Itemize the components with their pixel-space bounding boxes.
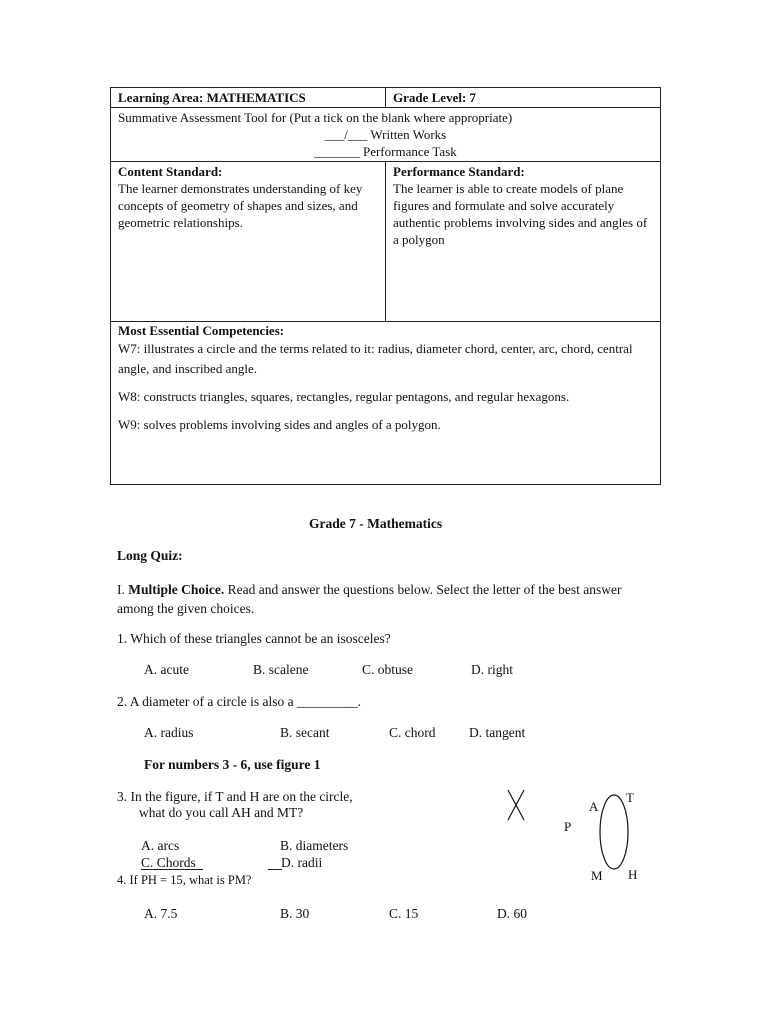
learning-area-label: Learning Area: (118, 90, 204, 105)
q4-option-b: B. 30 (280, 906, 310, 921)
q3-option-d: D. radii (281, 855, 323, 870)
performance-task-line: _______ Performance Task (314, 144, 457, 159)
question-3-line1: 3. In the figure, if T and H are on the circle, (117, 789, 353, 804)
competency-w7: W7: illustrates a circle and the terms related to it: radius, diameter chord, center, arc, chord, central angle, and inscribed angle. (118, 341, 633, 376)
competencies-title: Most Essential Competencies: (118, 323, 285, 338)
figure-circle (600, 795, 628, 869)
q4-option-c: C. 15 (389, 906, 419, 921)
section-prefix: I. (117, 582, 125, 597)
q3-option-b: B. diameters (280, 838, 349, 853)
question-4: 4. If PH = 15, what is PM? (117, 873, 252, 887)
performance-standard-title: Performance Standard: (393, 164, 525, 179)
performance-standard-cell (386, 162, 661, 322)
content-standard-title: Content Standard: (118, 164, 223, 179)
q2-option-a: A. radius (144, 725, 194, 740)
q4-option-a: A. 7.5 (144, 906, 178, 921)
section-bold: Multiple Choice. (128, 582, 225, 597)
figure-label-p: P (564, 819, 572, 834)
question-2: 2. A diameter of a circle is also a _________. (117, 694, 362, 709)
assessment-header-table (110, 87, 661, 485)
written-works-line: ___/___ Written Works (324, 127, 447, 142)
section-text: Read and answer the questions below. Select the letter of the best answer among the given choices. (117, 582, 622, 616)
learning-area-value: MATHEMATICS (206, 90, 306, 105)
competencies-cell (111, 322, 661, 485)
q3-option-a: A. arcs (141, 838, 180, 853)
quiz-title: Grade 7 - Mathematics (309, 516, 443, 531)
section-instructions (117, 580, 657, 618)
question-3-line2: what do you call AH and MT? (139, 805, 304, 820)
grade-level-value: 7 (469, 90, 477, 105)
q4-option-d: D. 60 (497, 906, 527, 921)
q1-option-d: D. right (471, 662, 513, 677)
q1-option-a: A. acute (144, 662, 189, 677)
competency-w8: W8: constructs triangles, squares, rectangles, regular pentagons, and regular hexagons. (118, 389, 570, 404)
summative-cell (111, 108, 661, 162)
q1-option-c: C. obtuse (362, 662, 414, 677)
quiz-subtitle: Long Quiz: (117, 548, 183, 563)
q1-option-b: B. scalene (253, 662, 309, 677)
q2-option-b: B. secant (280, 725, 330, 740)
q3-option-d-underline (268, 869, 282, 870)
q3-option-c: C. Chords (141, 855, 196, 870)
figure-label-a: A (589, 799, 599, 814)
learning-area-cell (111, 88, 386, 108)
figure-note: For numbers 3 - 6, use figure 1 (144, 757, 321, 772)
content-standard-cell (111, 162, 386, 322)
q3-option-c-underline (141, 869, 203, 870)
summative-line: Summative Assessment Tool for (Put a tick on the blank where appropriate) (118, 110, 513, 125)
figure-label-h: H (628, 867, 638, 882)
grade-level-cell (386, 88, 661, 108)
question-1: 1. Which of these triangles cannot be an isosceles? (117, 631, 391, 646)
competency-w9: W9: solves problems involving sides and angles of a polygon. (118, 417, 441, 432)
figure-label-t: T (626, 790, 634, 805)
performance-standard-text: The learner is able to create models of plane figures and formulate and solve accurately authentic problems involving sides and angles of a polygon (393, 181, 648, 247)
figure-label-m: M (591, 868, 603, 883)
q2-option-c: C. chord (389, 725, 436, 740)
content-standard-text: The learner demonstrates understanding of key concepts of geometry of shapes and sizes, and geometric relationships. (118, 181, 363, 230)
grade-level-label: Grade Level: (393, 90, 467, 105)
q2-option-d: D. tangent (469, 725, 526, 740)
